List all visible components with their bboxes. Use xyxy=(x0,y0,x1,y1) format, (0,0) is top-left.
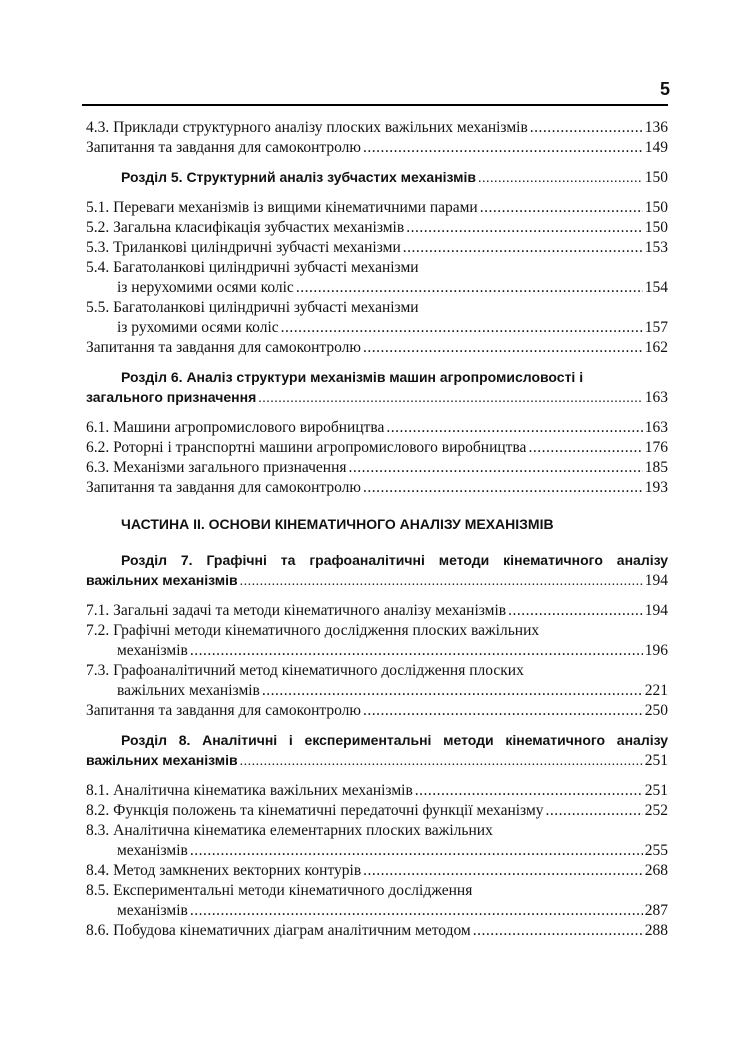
leader-dots xyxy=(480,198,643,218)
toc-page-number: 176 xyxy=(644,439,668,456)
toc-entry-questions-7[interactable] xyxy=(86,701,668,721)
toc-entry-8-1[interactable] xyxy=(86,781,668,801)
page-number: 5 xyxy=(659,79,670,99)
toc-section-title-continued: загального призначення xyxy=(86,389,257,405)
leader-dots xyxy=(508,601,643,621)
toc-entry-questions-4[interactable] xyxy=(86,138,668,158)
leader-dots xyxy=(478,169,643,189)
toc-entry-title: Запитання та завдання для самоконтролю xyxy=(86,479,361,496)
toc-entry-title: 5.4. Багатоланкові циліндричні зубчасті механізми xyxy=(86,259,419,276)
toc-page-number: 250 xyxy=(644,702,668,719)
toc-part-2[interactable]: ЧАСТИНА ІІ. ОСНОВИ КІНЕМАТИЧНОГО АНАЛІЗУ МЕХАНІЗМІВ xyxy=(121,516,554,532)
toc-entry-7-1[interactable] xyxy=(86,601,668,621)
leader-dots xyxy=(363,701,643,721)
toc-section-title-continued: важільних механізмів xyxy=(86,572,238,588)
toc-entry-title: 8.4. Метод замкнених векторних контурів xyxy=(86,862,362,879)
toc-entry-6-2[interactable] xyxy=(86,438,668,458)
toc-entry-title: Запитання та завдання для самоконтролю xyxy=(86,702,361,719)
toc-section-title: Розділ 6. Аналіз структури механізмів машин агропромисловості і xyxy=(121,369,584,385)
leader-dots xyxy=(363,478,643,498)
toc-entry-title: 5.1. Переваги механізмів із вищими кінематичними парами xyxy=(86,199,478,216)
toc-section-8[interactable] xyxy=(86,730,668,772)
leader-dots xyxy=(363,861,643,881)
leader-dots xyxy=(258,389,643,409)
toc-entry-title: 5.2. Загальна класифікація зубчастих механізмів xyxy=(86,219,405,236)
toc-entry-title: 7.3. Графоаналітичний метод кінематичного дослідження плоских xyxy=(86,662,524,679)
toc-entry-5-5[interactable] xyxy=(86,298,668,338)
toc-entry-title: 6.3. Механізми загального призначення xyxy=(86,459,347,476)
toc-entry-5-2[interactable] xyxy=(86,218,668,238)
toc-entry-title-continued: механізмів xyxy=(117,642,188,659)
leader-dots xyxy=(190,901,643,921)
toc-entry-title: Запитання та завдання для самоконтролю xyxy=(86,339,361,356)
toc-section-title: Розділ 8. Аналітичні і експериментальні методи кінематичного аналізу xyxy=(121,732,668,748)
toc-entry-questions-5[interactable] xyxy=(86,338,668,358)
toc-page-number: 251 xyxy=(644,782,668,799)
leader-dots xyxy=(546,801,643,821)
toc-entry-title-continued: механізмів xyxy=(117,842,188,859)
toc-page-number: 150 xyxy=(644,219,668,236)
toc-entry-title: 7.2. Графічні методи кінематичного дослідження плоских важільних xyxy=(86,622,540,639)
table-of-contents xyxy=(86,118,668,941)
toc-entry-title: 8.5. Експериментальні методи кінематичного дослідження xyxy=(86,882,473,899)
toc-entry-7-3[interactable] xyxy=(86,661,668,701)
toc-page-number: 136 xyxy=(644,119,668,136)
toc-entry-8-5[interactable] xyxy=(86,881,668,921)
toc-page-number: 288 xyxy=(644,922,668,939)
toc-entry-8-2[interactable] xyxy=(86,801,668,821)
toc-page-number: 157 xyxy=(644,319,668,336)
toc-page-number: 163 xyxy=(644,419,668,436)
toc-page-number: 251 xyxy=(644,752,668,769)
toc-entry-title: 5.5. Багатоланкові циліндричні зубчасті механізми xyxy=(86,299,419,316)
toc-page-number: 221 xyxy=(644,682,668,699)
toc-entry-title: 8.1. Аналітична кінематика важільних механізмів xyxy=(86,782,413,799)
toc-entry-8-4[interactable] xyxy=(86,861,668,881)
toc-page-number: 252 xyxy=(644,802,668,819)
toc-page-number: 287 xyxy=(644,902,668,919)
toc-entry-title: 4.3. Приклади структурного аналізу плоских важільних механізмів xyxy=(86,119,528,136)
leader-dots xyxy=(415,781,643,801)
toc-entry-8-3[interactable] xyxy=(86,821,668,861)
toc-entry-title: 6.2. Роторні і транспортні машини агропромислового виробництва xyxy=(86,439,527,456)
toc-page-number: 193 xyxy=(644,479,668,496)
toc-entry-6-1[interactable] xyxy=(86,418,668,438)
toc-entry-5-4[interactable] xyxy=(86,258,668,298)
toc-entry-7-2[interactable] xyxy=(86,621,668,661)
leader-dots xyxy=(528,438,642,458)
toc-page-number: 150 xyxy=(644,169,668,186)
leader-dots xyxy=(296,278,643,298)
leader-dots xyxy=(363,138,643,158)
toc-page-number: 255 xyxy=(644,842,668,859)
toc-page-number: 149 xyxy=(644,139,668,156)
toc-entry-title: 8.3. Аналітична кінематика елементарних плоских важільних xyxy=(86,822,493,839)
toc-section-title: Розділ 7. Графічні та графоаналітичні методи кінематичного аналізу xyxy=(121,552,668,568)
toc-section-6[interactable] xyxy=(86,367,668,409)
toc-entry-title-continued: важільних механізмів xyxy=(117,682,260,699)
toc-section-5[interactable] xyxy=(86,167,668,189)
leader-dots xyxy=(406,218,643,238)
toc-entry-4-3[interactable] xyxy=(86,118,668,138)
toc-entry-5-3[interactable] xyxy=(86,238,668,258)
leader-dots xyxy=(190,641,643,661)
toc-page-number: 194 xyxy=(644,572,668,589)
leader-dots xyxy=(403,238,643,258)
leader-dots xyxy=(530,118,643,138)
toc-page-number: 162 xyxy=(644,339,668,356)
toc-entry-6-3[interactable] xyxy=(86,458,668,478)
toc-entry-title: 5.3. Триланкові циліндричні зубчасті механізми xyxy=(86,239,401,256)
toc-entry-title: 8.2. Функція положень та кінематичні передаточні функції механізму xyxy=(86,802,544,819)
toc-entry-title: 8.6. Побудова кінематичних діаграм аналітичним методом xyxy=(86,922,471,939)
toc-entry-title: Запитання та завдання для самоконтролю xyxy=(86,139,361,156)
toc-section-title: Розділ 5. Структурний аналіз зубчастих механізмів xyxy=(121,169,477,185)
header-rule xyxy=(82,104,668,106)
toc-entry-title-continued: із рухомими осями коліс xyxy=(117,319,279,336)
leader-dots xyxy=(190,841,643,861)
toc-entry-5-1[interactable] xyxy=(86,198,668,218)
leader-dots xyxy=(473,921,643,941)
toc-page-number: 154 xyxy=(644,279,668,296)
toc-page-number: 268 xyxy=(644,862,668,879)
leader-dots xyxy=(349,458,643,478)
toc-entry-title: 6.1. Машини агропромислового виробництва xyxy=(86,419,385,436)
leader-dots xyxy=(240,752,643,772)
leader-dots xyxy=(386,418,642,438)
leader-dots xyxy=(281,318,643,338)
toc-entry-questions-6[interactable] xyxy=(86,478,668,498)
toc-section-7[interactable] xyxy=(86,550,668,592)
toc-entry-title-continued: механізмів xyxy=(117,902,188,919)
toc-page-number: 194 xyxy=(644,602,668,619)
toc-entry-8-6[interactable] xyxy=(86,921,668,941)
toc-page-number: 185 xyxy=(644,459,668,476)
toc-section-title-continued: важільних механізмів xyxy=(86,752,238,768)
toc-entry-title: 7.1. Загальні задачі та методи кінематичного аналізу механізмів xyxy=(86,602,507,619)
leader-dots xyxy=(262,681,643,701)
leader-dots xyxy=(363,338,643,358)
toc-page-number: 150 xyxy=(644,199,668,216)
toc-page-number: 153 xyxy=(644,239,668,256)
toc-page-number: 196 xyxy=(644,642,668,659)
toc-entry-title-continued: із нерухомими осями коліс xyxy=(117,279,294,296)
toc-page-number: 163 xyxy=(644,389,668,406)
leader-dots xyxy=(240,572,643,592)
